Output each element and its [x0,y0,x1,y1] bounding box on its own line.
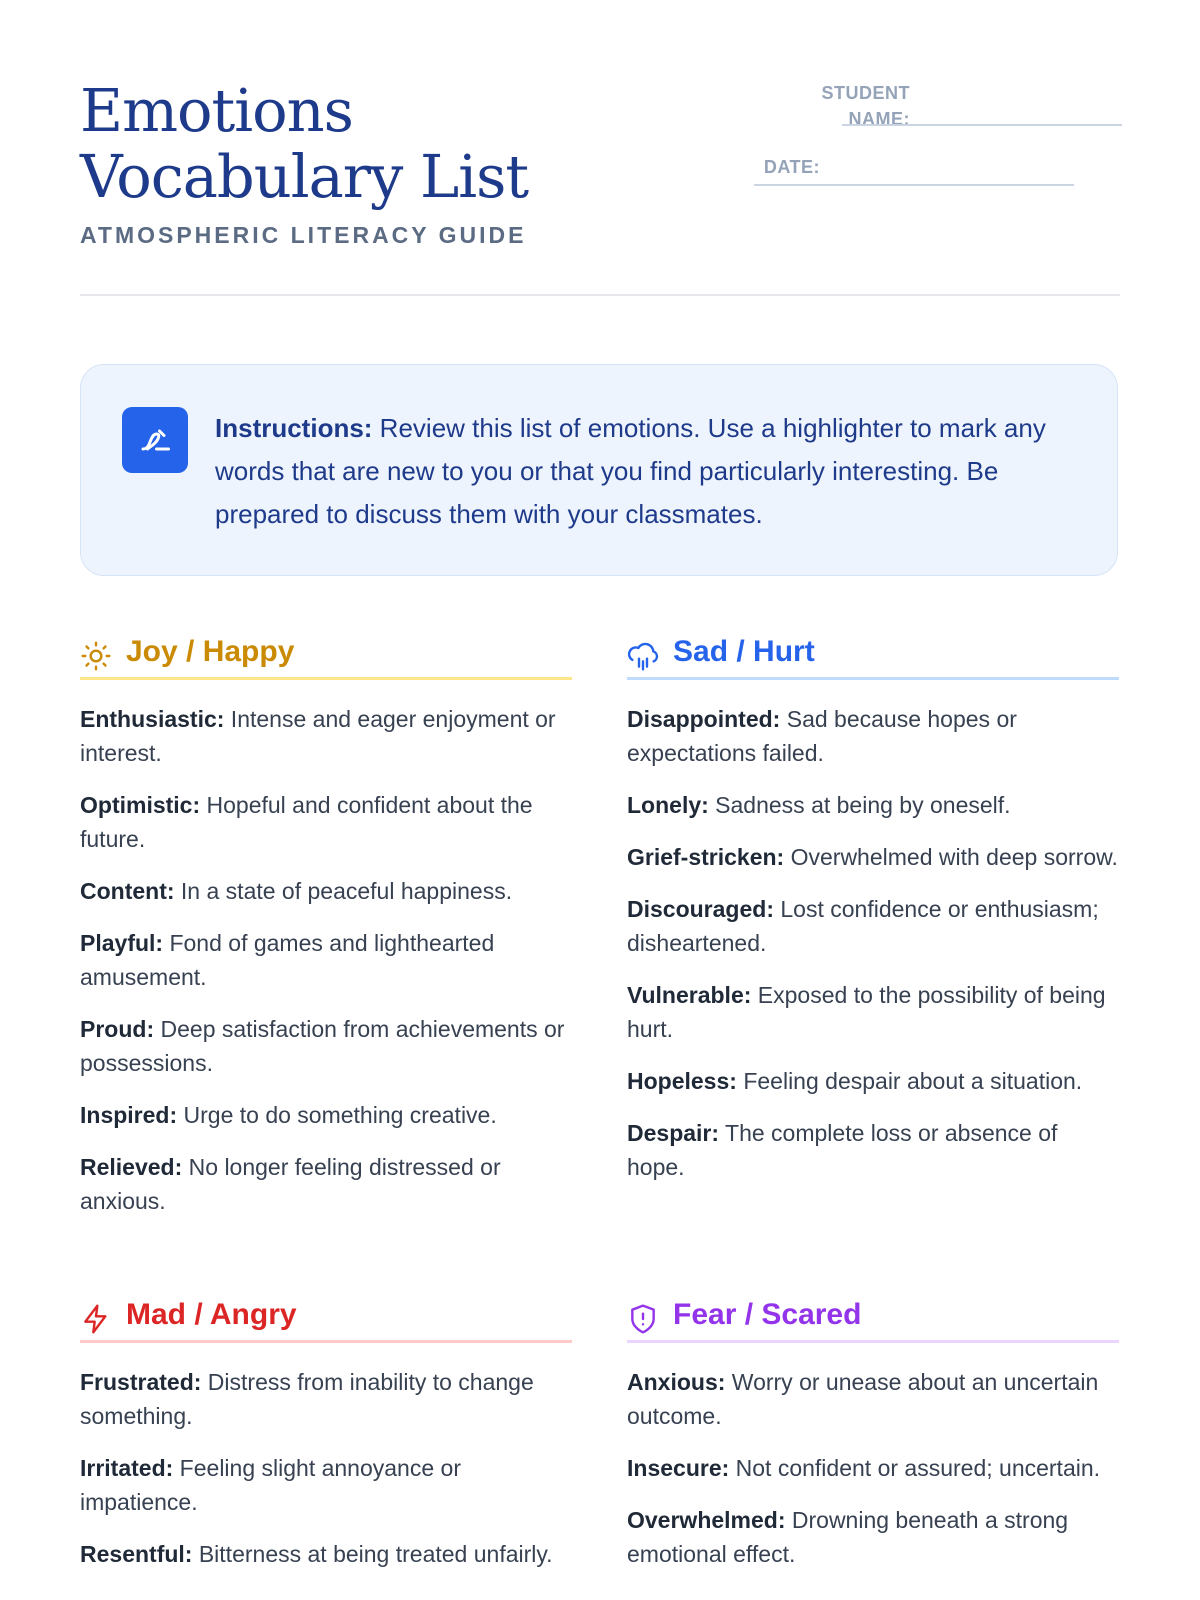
vocab-definition: Exposed to the possibility of being hurt. [627,982,1106,1042]
vocab-term: Playful: [80,930,164,956]
vocab-entry [627,1503,1119,1571]
instructions-text [215,407,1085,536]
vocab-definition: Urge to do something creative. [177,1102,497,1128]
instructions-label: Instructions: [215,413,373,443]
vocab-entry [80,1012,572,1080]
vocab-list [80,1365,572,1589]
vocab-term: Anxious: [627,1369,726,1395]
vocab-entry [627,840,1119,874]
vocab-definition: Not confident or assured; uncertain. [729,1455,1101,1481]
vocab-term: Overwhelmed: [627,1507,786,1533]
student-name-field[interactable] [842,124,1122,126]
vocab-entry [80,1150,572,1218]
section-heading [80,1297,572,1343]
vocab-entry [627,1451,1119,1485]
page-subtitle: ATMOSPHERIC LITERACY GUIDE [80,222,527,248]
vocab-definition: Feeling despair about a situation. [736,1068,1083,1094]
vocab-entry [80,874,572,908]
vocab-entry [80,788,572,856]
vocab-definition: Lost confidence or enthusiasm; disheartened. [627,896,1099,956]
vocab-term: Relieved: [80,1154,183,1180]
page-title: Emotions Vocabulary List [80,76,529,211]
vocab-term: Content: [80,878,175,904]
vocab-definition: No longer feeling distressed or anxious. [80,1154,501,1214]
vocab-entry [627,1116,1119,1184]
vocab-definition: Deep satisfaction from achievements or possessions. [80,1016,565,1076]
vocab-term: Inspired: [80,1102,178,1128]
vocab-entry [627,892,1119,960]
section-title: Joy / Happy [126,635,295,668]
vocab-term: Grief-stricken: [627,844,785,870]
vocab-entry [627,978,1119,1046]
vocab-term: Irritated: [80,1455,174,1481]
vocab-definition: Feeling slight annoyance or impatience. [80,1455,461,1515]
vocab-definition: Sadness at being by oneself. [708,792,1011,818]
vocab-entry [80,702,572,770]
vocab-definition: Fond of games and lighthearted amusement. [80,930,495,990]
student-name-label-line1: STUDENT [821,83,910,103]
vocab-definition: Sad because hopes or expectations failed. [627,706,1017,766]
date-label: DATE: [763,157,820,177]
vocab-term: Disappointed: [627,706,781,732]
vocab-term: Discouraged: [627,896,774,922]
vocab-term: Despair: [627,1120,720,1146]
vocab-term: Insecure: [627,1455,730,1481]
vocab-entry [80,1098,572,1132]
vocab-entry [627,702,1119,770]
header-divider [80,294,1120,296]
vocab-entry [627,1064,1119,1098]
section-title: Mad / Angry [126,1298,297,1331]
date-field[interactable] [754,184,1074,186]
shield-alert-icon [627,1303,659,1335]
section-title: Sad / Hurt [673,635,815,668]
vocab-term: Enthusiastic: [80,706,225,732]
vocab-term: Proud: [80,1016,155,1042]
vocab-list [627,702,1119,1202]
vocab-definition: Bitterness at being treated unfairly. [192,1541,553,1567]
vocab-entry [80,1451,572,1519]
vocab-term: Resentful: [80,1541,193,1567]
vocab-entry [80,926,572,994]
instructions-body: Review this list of emotions. Use a highlighter to mark any words that are new to you or that you find particularly interesting. Be prepared to discuss them with your classmates. [215,413,1046,529]
vocab-definition: Intense and eager enjoyment or interest. [80,706,556,766]
vocab-entry [80,1537,572,1571]
section-heading [627,634,1119,680]
section-heading [80,634,572,680]
vocab-definition: Drowning beneath a strong emotional effect. [627,1507,1069,1567]
vocab-term: Hopeless: [627,1068,737,1094]
section-heading [627,1297,1119,1343]
vocab-entry [627,1365,1119,1433]
vocab-definition: Worry or unease about an uncertain outcome. [627,1369,1099,1429]
lightning-icon [80,1303,112,1335]
vocab-definition: Distress from inability to change something. [80,1369,534,1429]
signature-icon [122,407,188,473]
vocab-term: Vulnerable: [627,982,752,1008]
vocab-entry [80,1365,572,1433]
vocab-definition: The complete loss or absence of hope. [627,1120,1058,1180]
vocab-definition: Overwhelmed with deep sorrow. [784,844,1118,870]
sun-icon [80,640,112,672]
vocab-entry [627,788,1119,822]
vocab-term: Optimistic: [80,792,201,818]
vocab-definition: Hopeful and confident about the future. [80,792,533,852]
student-name-label-line2: NAME: [848,109,910,129]
instructions-box [80,364,1118,576]
section-title: Fear / Scared [673,1298,862,1331]
vocab-term: Frustrated: [80,1369,202,1395]
cloud-rain-icon [627,640,659,672]
vocab-definition: In a state of peaceful happiness. [174,878,513,904]
worksheet-page [80,0,1120,1600]
vocab-list [627,1365,1119,1589]
vocab-term: Lonely: [627,792,709,818]
vocab-list [80,702,572,1236]
